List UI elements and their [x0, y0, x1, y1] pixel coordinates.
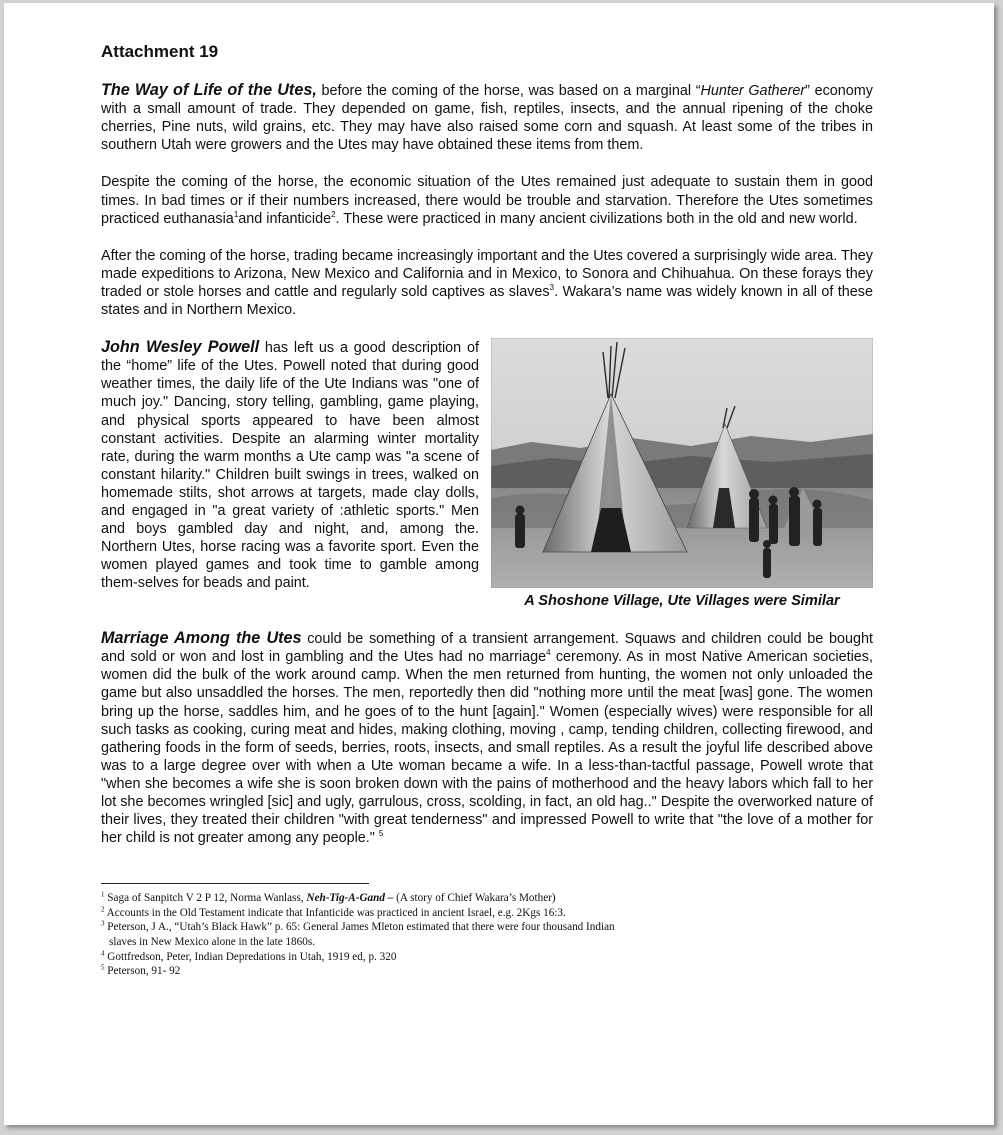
footnote-text: Peterson, 91- 92: [104, 965, 181, 978]
footnote-1: [101, 891, 873, 906]
footnote-2: [101, 906, 873, 921]
shoshone-village-photo: [491, 338, 873, 588]
paragraph-lead: Marriage Among the Utes: [101, 629, 302, 648]
footnote-italic: Neh-Tig-A-Gand –: [306, 892, 394, 905]
paragraph-lead: John Wesley Powell: [101, 338, 260, 357]
paragraph-way-of-life: [101, 81, 873, 154]
paragraph-text: . These were practiced in many ancient civilizations both in the old and new world.: [335, 210, 858, 227]
photo-caption: A Shoshone Village, Ute Villages were Similar: [524, 593, 840, 610]
footnote-number: 1: [101, 890, 105, 899]
paragraph-text: . Wakara’s name was widely known in all of these states and in Northern Mexico.: [101, 283, 874, 319]
footnote-number: 3: [101, 919, 105, 928]
paragraph-text: before the coming of the horse, was based on a marginal “: [316, 83, 701, 100]
paragraph-text: and infanticide: [238, 210, 332, 227]
document-body: [101, 39, 873, 979]
village-figure: [491, 338, 873, 610]
footnote-number: 2: [101, 905, 105, 914]
paragraph-text: ” economy with a small amount of trade. They depended on game, fish, reptiles, insects, and the annual ripening of the choke cherries, Pine nuts, wild grains, etc. They may have also raised some corn and squash. At least some of the tribes in southern Utah were growers and the Utes may have obtained these items from them.: [101, 83, 873, 154]
footnote-text: Gottfredson, Peter, Indian Depredations in Utah, 1919 ed, p. 320: [104, 950, 397, 963]
footnote-5: [101, 964, 873, 979]
paragraph-text: After the coming of the horse, trading became increasingly important and the Utes covered a surprisingly wide area. They made expeditions to Arizona, New Mexico and California and in Mexico, to Sonora and Chihuahua. On these forays they traded or stole horses and cattle and regularly sold captives as slaves: [101, 247, 873, 300]
footnote-ref-2[interactable]: 2: [331, 209, 336, 219]
footnote-text: Peterson, J A., “Utah’s Black Hawk” p. 65: General James Mleton estimated that there were four thousand Indian: [104, 921, 615, 934]
footnote-ref-3[interactable]: 3: [549, 283, 555, 293]
paragraph-lead: The Way of Life of the Utes,: [101, 81, 317, 100]
footnote-number: 4: [101, 948, 105, 957]
footnote-ref-1[interactable]: 1: [233, 209, 239, 219]
paragraph-powell: [101, 338, 479, 592]
document-page: [4, 3, 994, 1125]
footnote-text: (A story of Chief Wakara’s Mother): [393, 892, 556, 905]
paragraph-trading: [101, 247, 873, 319]
footnote-3: [101, 920, 873, 949]
footnote-text: Accounts in the Old Testament indicate that Infanticide was practiced in ancient Israel, e.g. 2Kgs 16:3.: [104, 906, 566, 919]
paragraph-text: has left us a good description of the “home” life of the Utes. Powell noted that during good weather times, the daily life of the Ute Indians was "one of much joy." Dancing, story telling, gambling, game playing, and physical sports appeared to have been almost constant activities. Despite an alarming winter mortality rate, during the warm months a Ute camp was "a scene of constant hilarity." Children built swings in trees, walked on homemade stilts, shot arrows at targets, made clay dolls, and engaged in "a great variety of :athletic sports." Men and boys gambled day and night, and, among the. Northern Utes, horse racing was a favorite sport. Even the women played games and took time to gamble among them-selves for beads and paint.: [101, 340, 479, 592]
footnote-4: [101, 950, 873, 965]
powell-section: [101, 338, 873, 610]
footnote-number: 5: [101, 963, 105, 972]
paragraph-marriage: [101, 629, 873, 847]
paragraph-text: Despite the coming of the horse, the economic situation of the Utes remained just adequate to sustain them in good times. In bad times or if their numbers increased, there would be trouble and starvation. Therefore the Utes sometimes practiced euthanasia: [101, 174, 873, 227]
footnote-ref-5[interactable]: 5: [378, 829, 384, 839]
footnote-ref-4[interactable]: 4: [546, 648, 551, 658]
paragraph-text: could be something of a transient arrangement. Squaws and children could be bought and sold or won and lost in gambling and the Utes had no marriage: [101, 631, 873, 666]
footnote-text: slaves in New Mexico alone in the late 1860s.: [109, 936, 315, 949]
footnotes: [101, 891, 873, 979]
paragraph-text: ceremony. As in most Native American societies, women did the bulk of the work around camp. When the men returned from hunting, the women not only unloaded the game but also unsaddled the horses. The men, reportedly then did "nothing more until the meat [was] gone. The women bring up the horse, saddles him, and he goes of to the hunt [again]." Women (especially wives) were responsible for all such tasks as cooking, curing meat and hides, making clothing, moving , camp, tending children, collecting firewood, and gathering foods in the form of seeds, berries, roots, insects, and small reptiles. As a result the joyful life described above was to a large degree over with when a Ute woman became a wife. In a less-than-tactful passage, Powell wrote that "when she becomes a wife she is soon broken down with the pains of motherhood and the heavy labors which fall to her lot she becomes wringled [sic] and ugly, garrulous, cross, scolding, in fact, an old hag.." Despite the overworked nature of their lives, they treated their children "with great tenderness" and impressed Powell to write that "the love of a mother for her child is not greater among any people.": [101, 649, 873, 847]
paragraph-economy: [101, 173, 873, 227]
italic-term: Hunter Gatherer: [700, 83, 806, 100]
footnote-text: Saga of Sanpitch V 2 P 12, Norma Wanlass,: [104, 892, 307, 905]
footnote-divider: [101, 883, 369, 884]
page-heading: Attachment 19: [101, 42, 219, 61]
